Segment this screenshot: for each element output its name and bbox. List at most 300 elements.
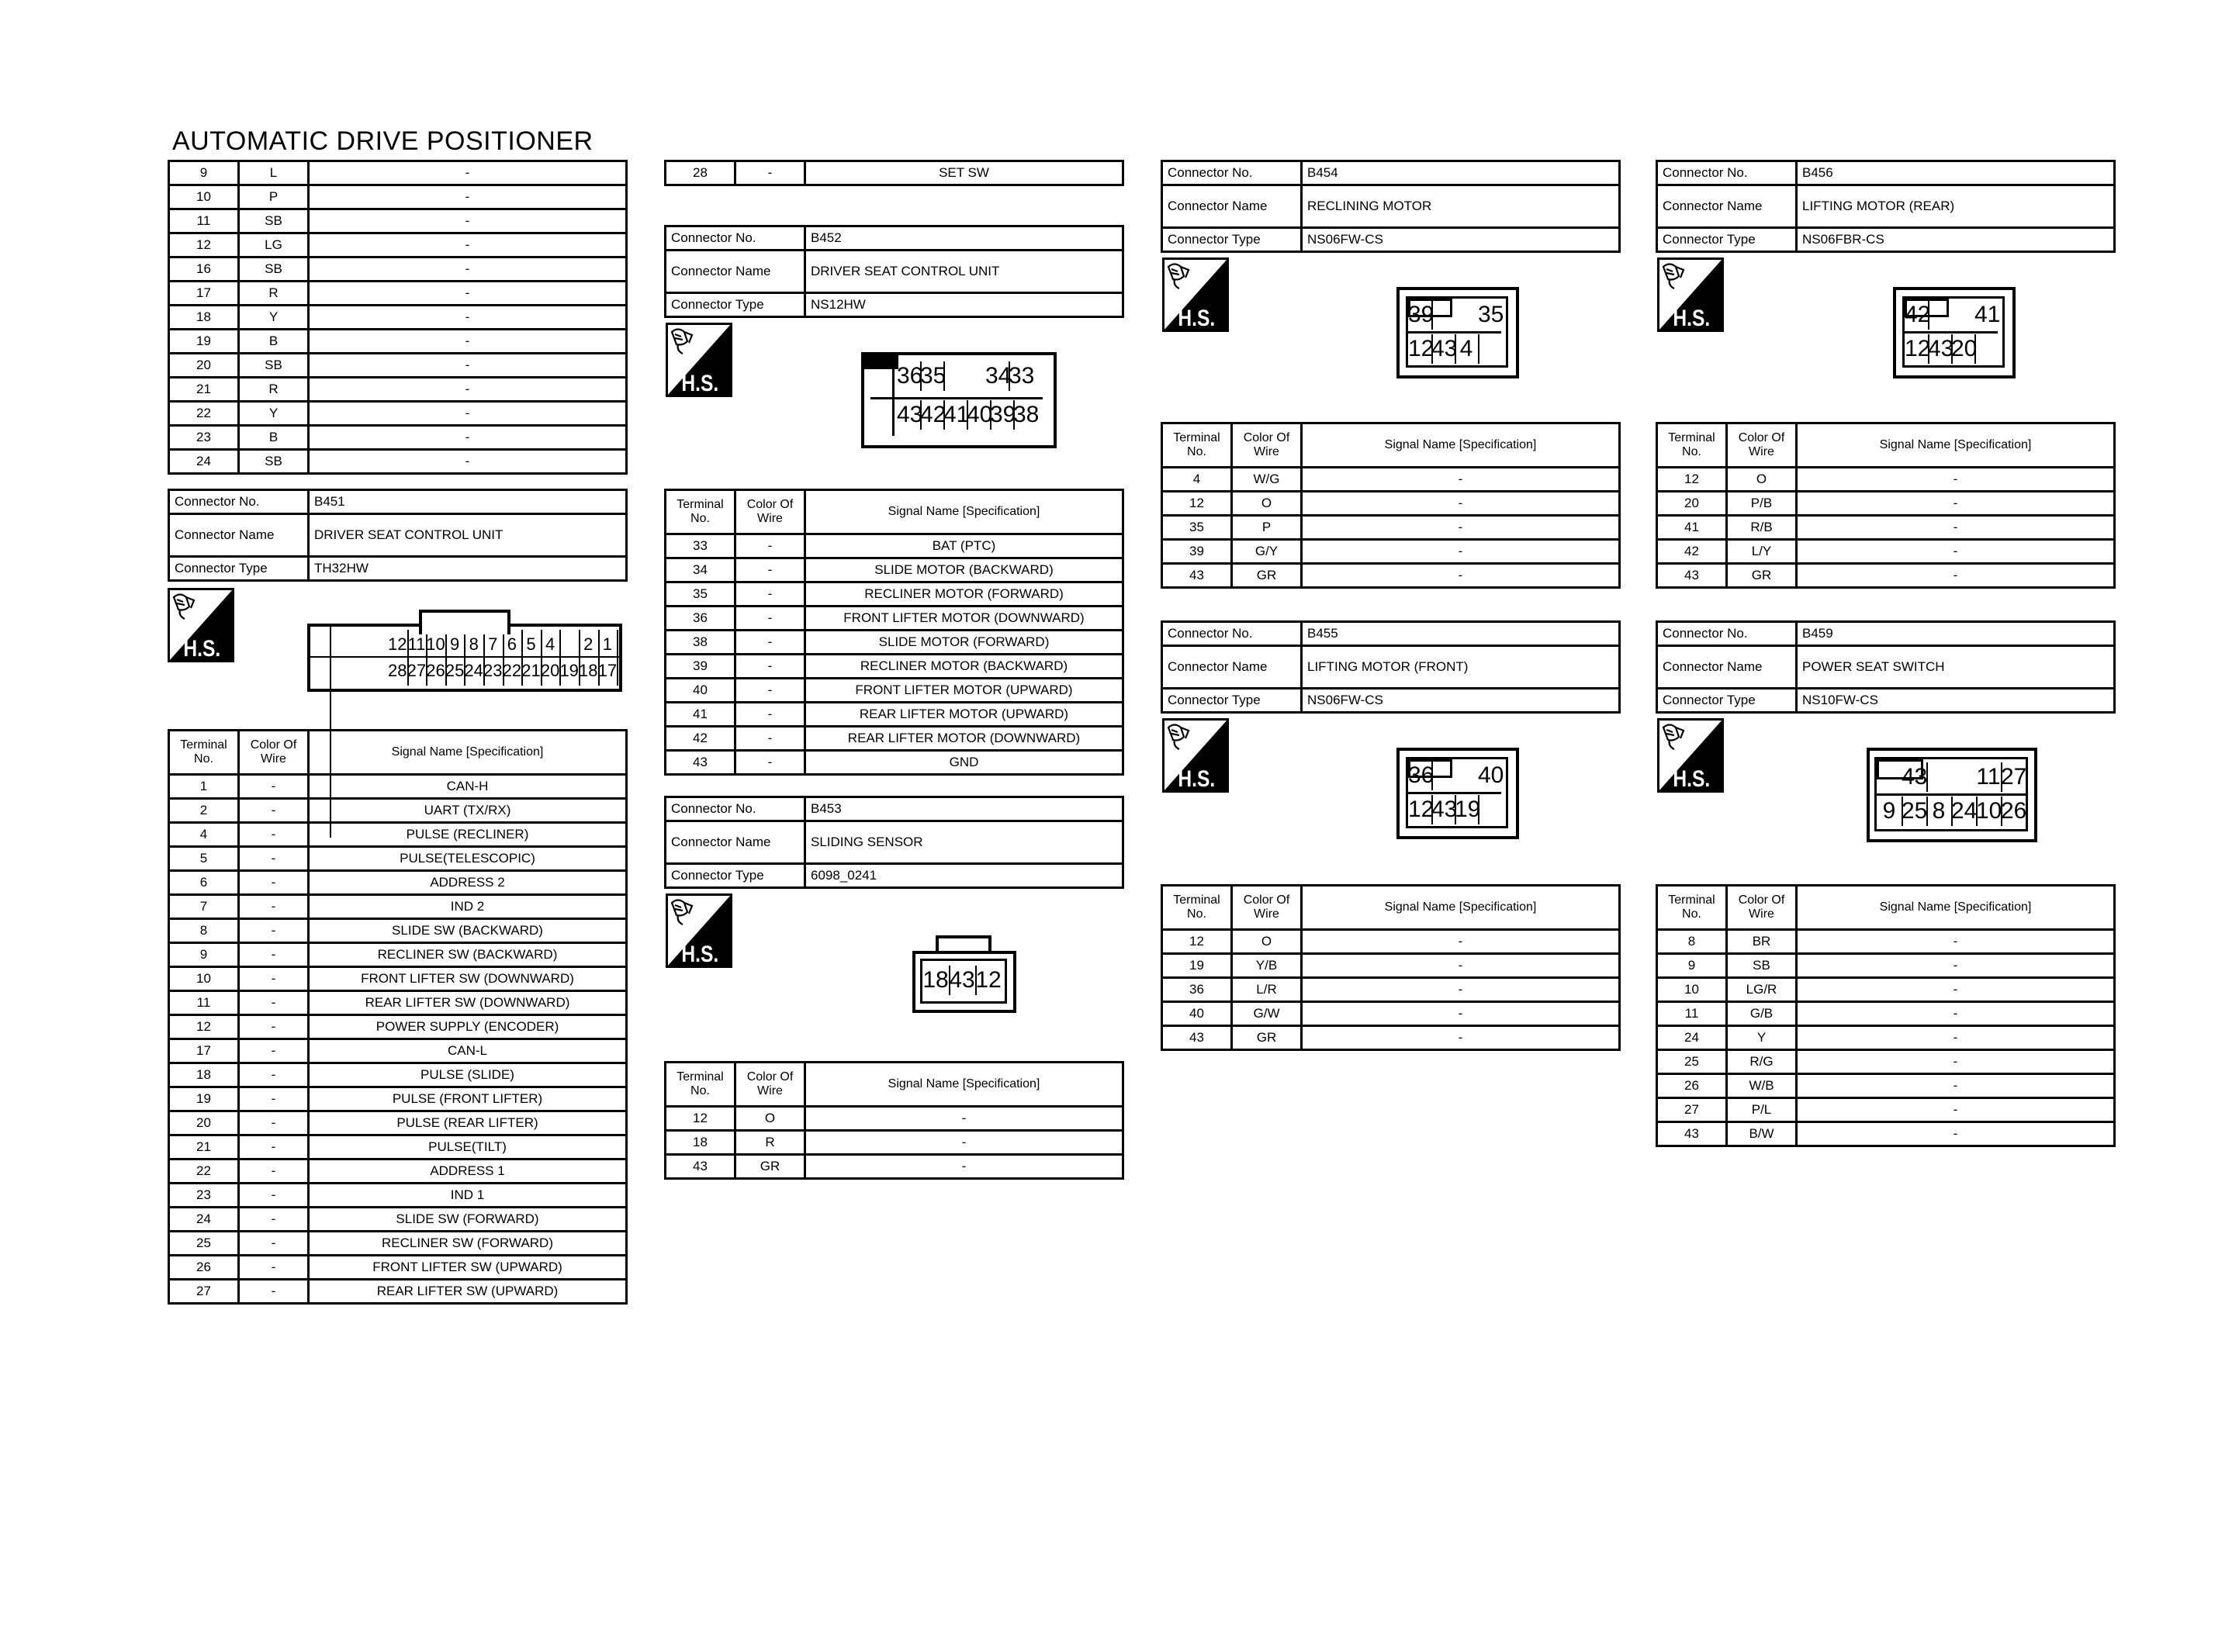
wire-color: SB <box>239 257 309 282</box>
pin-number: 20 <box>541 656 562 686</box>
signal-name: ADDRESS 1 <box>309 1160 627 1184</box>
table-row <box>169 1232 627 1256</box>
table-row <box>666 607 1123 631</box>
signal-name: - <box>309 185 627 209</box>
connector-header-b455 <box>1161 620 1621 714</box>
connector-name-label: Connector Name <box>1162 646 1302 689</box>
header-color-of-wire: Color Of Wire <box>1232 423 1302 468</box>
wire-color: - <box>239 967 309 991</box>
connector-name-value: LIFTING MOTOR (FRONT) <box>1302 646 1620 689</box>
signal-name: RECLINER MOTOR (FORWARD) <box>805 582 1123 607</box>
pin-number: 43 <box>1431 334 1456 364</box>
signal-name: - <box>1302 954 1620 978</box>
harness-side-icon <box>168 588 234 662</box>
table-row <box>169 799 627 823</box>
connector-no-label: Connector No. <box>1657 622 1797 646</box>
wire-color: B/W <box>1727 1122 1797 1146</box>
connector-name-label: Connector Name <box>666 251 805 293</box>
terminal-no: 20 <box>169 354 239 378</box>
pin-number: 22 <box>503 656 524 686</box>
connector-no-value: B453 <box>805 797 1123 821</box>
connector-no-label: Connector No. <box>666 226 805 251</box>
pin-number: 4 <box>1455 334 1479 364</box>
table-row <box>169 306 627 330</box>
table-row <box>169 1160 627 1184</box>
pin-number: 23 <box>483 656 504 686</box>
table-row <box>169 823 627 847</box>
connector-no-value: B455 <box>1302 622 1620 646</box>
wire-color: - <box>239 799 309 823</box>
connector-type-row <box>666 864 1123 888</box>
connector-no-row <box>666 226 1123 251</box>
header-signal-name: Signal Name [Specification] <box>309 731 627 775</box>
wire-color: G/B <box>1727 1002 1797 1026</box>
signal-name: - <box>1302 516 1620 540</box>
terminal-no: 9 <box>169 161 239 185</box>
signal-name: PULSE(TELESCOPIC) <box>309 847 627 871</box>
wire-color: O <box>735 1107 805 1131</box>
connector-type-row <box>1162 689 1620 713</box>
connector-header-b451 <box>168 489 628 582</box>
signal-name: PULSE(TILT) <box>309 1135 627 1160</box>
pin-number: 35 <box>1478 302 1504 327</box>
connector-type-label: Connector Type <box>666 293 805 317</box>
pin-number: 43 <box>1902 762 1928 792</box>
signal-table-b456 <box>1656 422 2116 589</box>
header-color-of-wire: Color Of Wire <box>1727 423 1797 468</box>
signal-name: - <box>805 1131 1123 1155</box>
pin-number: 10 <box>426 630 447 659</box>
signal-name: - <box>1302 564 1620 588</box>
terminal-no: 11 <box>169 991 239 1015</box>
pin-number: 12 <box>975 967 1002 993</box>
signal-name: - <box>309 257 627 282</box>
pin-number: 43 <box>897 400 922 430</box>
signal-name: SLIDE SW (FORWARD) <box>309 1208 627 1232</box>
pin-number: 26 <box>426 656 447 686</box>
terminal-no: 1 <box>169 775 239 799</box>
pin-number: 6 <box>503 630 524 659</box>
connector-no-label: Connector No. <box>1162 622 1302 646</box>
signal-name: RECLINER SW (FORWARD) <box>309 1232 627 1256</box>
connector-inner <box>1406 296 1508 368</box>
table-row <box>666 727 1123 751</box>
wire-color: - <box>239 991 309 1015</box>
header-terminal-no: Terminal No. <box>1162 886 1232 930</box>
connector-no-row <box>1657 622 2115 646</box>
pin-number: 39 <box>990 400 1015 430</box>
pin-number: 12 <box>1408 795 1433 824</box>
signal-name: PULSE (RECLINER) <box>309 823 627 847</box>
signal-name: - <box>1302 492 1620 516</box>
table-row <box>169 919 627 943</box>
table-row <box>1162 1002 1620 1026</box>
signal-name: PULSE (SLIDE) <box>309 1063 627 1087</box>
signal-name: - <box>309 330 627 354</box>
connector-type-label: Connector Type <box>1162 689 1302 713</box>
header-terminal-no: Terminal No. <box>1657 423 1727 468</box>
terminal-no: 11 <box>169 209 239 233</box>
wire-color: - <box>239 1063 309 1087</box>
table-row <box>1162 540 1620 564</box>
wire-color: L/R <box>1232 978 1302 1002</box>
table-row <box>1657 540 2115 564</box>
connector-type-value: 6098_0241 <box>805 864 1123 888</box>
pin-number: 12 <box>1905 334 1929 364</box>
terminal-no: 19 <box>169 330 239 354</box>
wire-color: - <box>735 751 805 775</box>
table-row <box>1657 516 2115 540</box>
harness-side-icon <box>1162 718 1229 793</box>
wire-color: B <box>239 330 309 354</box>
table-row <box>169 257 627 282</box>
signal-name: - <box>1797 492 2115 516</box>
wire-color: G/W <box>1232 1002 1302 1026</box>
connector-name-row <box>1162 185 1620 228</box>
pin-number: 25 <box>1902 797 1928 826</box>
terminal-no: 43 <box>1162 564 1232 588</box>
terminal-no: 24 <box>1657 1026 1727 1050</box>
header-terminal-no: Terminal No. <box>1657 886 1727 930</box>
hs-label: H.S. <box>1673 304 1711 331</box>
table-row <box>1657 492 2115 516</box>
connector-face-b453 <box>912 951 1016 1013</box>
wire-color: - <box>239 919 309 943</box>
signal-name: - <box>1797 1098 2115 1122</box>
wire-color: - <box>239 1184 309 1208</box>
wire-color: - <box>239 775 309 799</box>
connector-inner <box>920 959 1007 1004</box>
header-terminal-no: Terminal No. <box>169 731 239 775</box>
wire-color: - <box>735 727 805 751</box>
wire-color: W/B <box>1727 1074 1797 1098</box>
pin-number: 21 <box>521 656 542 686</box>
pin-number: 27 <box>407 656 428 686</box>
signal-name: UART (TX/RX) <box>309 799 627 823</box>
signal-name: CAN-H <box>309 775 627 799</box>
connector-header-b452 <box>664 225 1124 318</box>
terminal-no: 16 <box>169 257 239 282</box>
wire-color: - <box>735 582 805 607</box>
table-row <box>666 1155 1123 1179</box>
terminal-no: 17 <box>169 282 239 306</box>
connector-no-row <box>1162 622 1620 646</box>
pin-number: 40 <box>1478 762 1504 788</box>
table-row <box>1657 564 2115 588</box>
terminal-no: 43 <box>666 751 735 775</box>
signal-name: SLIDE MOTOR (BACKWARD) <box>805 558 1123 582</box>
terminal-no: 27 <box>169 1280 239 1304</box>
signal-name: - <box>1302 468 1620 492</box>
terminal-no: 7 <box>169 895 239 919</box>
signal-name: - <box>1797 978 2115 1002</box>
wire-color: W/G <box>1232 468 1302 492</box>
terminal-no: 24 <box>169 1208 239 1232</box>
table-row <box>666 631 1123 655</box>
connector-type-value: NS06FW-CS <box>1302 228 1620 252</box>
pin-number: 9 <box>1877 797 1903 826</box>
terminal-no: 35 <box>1162 516 1232 540</box>
signal-name: - <box>309 209 627 233</box>
wire-color: - <box>239 895 309 919</box>
connector-face-b459 <box>1867 748 2037 842</box>
terminal-no: 43 <box>1657 1122 1727 1146</box>
table-row <box>666 582 1123 607</box>
pin-number: 18 <box>579 656 600 686</box>
wire-color: L/Y <box>1727 540 1797 564</box>
pin-number: 12 <box>388 630 409 659</box>
connector-latch <box>419 610 510 634</box>
table-row <box>169 233 627 257</box>
table-row <box>1657 468 2115 492</box>
terminal-no: 40 <box>666 679 735 703</box>
signal-name: - <box>309 233 627 257</box>
header-color-of-wire: Color Of Wire <box>1232 886 1302 930</box>
terminal-no: 41 <box>1657 516 1727 540</box>
terminal-no: 10 <box>169 967 239 991</box>
connector-name-row <box>169 514 627 557</box>
connector-type-row <box>169 557 627 581</box>
connector-type-value: NS12HW <box>805 293 1123 317</box>
terminal-no: 36 <box>1162 978 1232 1002</box>
signal-name: FRONT LIFTER SW (DOWNWARD) <box>309 967 627 991</box>
wire-color: - <box>735 161 805 185</box>
terminal-no: 8 <box>1657 930 1727 954</box>
signal-name: - <box>1797 1002 2115 1026</box>
connector-inner <box>1406 757 1508 828</box>
connector-no-label: Connector No. <box>1162 161 1302 185</box>
terminal-no: 2 <box>169 799 239 823</box>
table-row <box>666 703 1123 727</box>
harness-side-icon <box>666 893 732 968</box>
table-row <box>169 1015 627 1039</box>
empty-cavity <box>310 706 331 732</box>
wire-color: - <box>239 823 309 847</box>
header-signal-name: Signal Name [Specification] <box>1797 886 2115 930</box>
wire-color: - <box>735 679 805 703</box>
header-terminal-no: Terminal No. <box>666 1063 735 1107</box>
terminal-no: 20 <box>169 1111 239 1135</box>
signal-table-b451 <box>168 729 628 1305</box>
terminal-no: 22 <box>169 402 239 426</box>
signal-name: - <box>1797 1026 2115 1050</box>
continued-table-b452 <box>664 160 1124 186</box>
wire-color: Y <box>1727 1026 1797 1050</box>
table-row <box>169 1280 627 1304</box>
pin-number: 43 <box>1928 334 1953 364</box>
table-row <box>1657 954 2115 978</box>
terminal-no: 21 <box>169 1135 239 1160</box>
table-row <box>666 1131 1123 1155</box>
table-header-row <box>666 1063 1123 1107</box>
table-row <box>1657 978 2115 1002</box>
connector-name-value: RECLINING MOTOR <box>1302 185 1620 228</box>
table-row <box>169 450 627 474</box>
terminal-no: 23 <box>169 426 239 450</box>
signal-name: - <box>1797 930 2115 954</box>
signal-table-b454 <box>1161 422 1621 589</box>
table-row <box>169 1135 627 1160</box>
terminal-no: 20 <box>1657 492 1727 516</box>
divider <box>310 656 619 658</box>
table-row <box>169 161 627 185</box>
pin-number: 43 <box>949 966 977 995</box>
terminal-no: 12 <box>1657 468 1727 492</box>
signal-name: SET SW <box>805 161 1123 185</box>
wire-color: O <box>1232 930 1302 954</box>
table-row <box>169 1184 627 1208</box>
table-row <box>1657 1050 2115 1074</box>
terminal-no: 27 <box>1657 1098 1727 1122</box>
header-signal-name: Signal Name [Specification] <box>805 490 1123 534</box>
connector-no-row <box>666 797 1123 821</box>
table-row <box>169 967 627 991</box>
signal-name: - <box>1797 540 2115 564</box>
harness-side-icon <box>1162 257 1229 332</box>
signal-name: - <box>1797 1050 2115 1074</box>
terminal-no: 40 <box>1162 1002 1232 1026</box>
signal-name: - <box>309 282 627 306</box>
connector-type-value: NS06FW-CS <box>1302 689 1620 713</box>
divider <box>870 397 1043 399</box>
connector-no-row <box>1657 161 2115 185</box>
table-row <box>169 402 627 426</box>
pin-number: 33 <box>1009 363 1035 389</box>
header-terminal-no: Terminal No. <box>666 490 735 534</box>
divider <box>1408 792 1501 794</box>
wire-color: R/B <box>1727 516 1797 540</box>
terminal-no: 26 <box>169 1256 239 1280</box>
signal-name: RECLINER SW (BACKWARD) <box>309 943 627 967</box>
wire-color: Y/B <box>1232 954 1302 978</box>
wire-color: - <box>735 631 805 655</box>
signal-name: GND <box>805 751 1123 775</box>
connector-name-label: Connector Name <box>169 514 309 557</box>
table-row <box>1657 1098 2115 1122</box>
table-row <box>169 330 627 354</box>
header-color-of-wire: Color Of Wire <box>735 490 805 534</box>
wire-color: O <box>1232 492 1302 516</box>
pin-number: 19 <box>559 656 580 686</box>
pin-number: 5 <box>521 630 542 659</box>
wire-color: R <box>735 1131 805 1155</box>
connector-type-label: Connector Type <box>1657 228 1797 252</box>
wire-color: - <box>239 871 309 895</box>
table-row <box>169 426 627 450</box>
table-row <box>666 655 1123 679</box>
signal-name: CAN-L <box>309 1039 627 1063</box>
terminal-no: 17 <box>169 1039 239 1063</box>
wire-color: SB <box>239 209 309 233</box>
pin-number: 43 <box>1431 795 1456 824</box>
signal-name: - <box>1797 564 2115 588</box>
connector-name-label: Connector Name <box>1162 185 1302 228</box>
wire-color: GR <box>1727 564 1797 588</box>
signal-table-b452 <box>664 489 1124 776</box>
pin-number: 12 <box>1408 334 1433 364</box>
table-row <box>1162 930 1620 954</box>
connector-type-value: TH32HW <box>309 557 627 581</box>
pin-number: 2 <box>579 630 600 659</box>
terminal-no: 19 <box>1162 954 1232 978</box>
page-title: AUTOMATIC DRIVE POSITIONER <box>172 126 593 156</box>
connector-type-label: Connector Type <box>169 557 309 581</box>
pin-number: 24 <box>1951 797 1978 826</box>
terminal-no: 23 <box>169 1184 239 1208</box>
signal-name: - <box>309 161 627 185</box>
wire-color: - <box>239 943 309 967</box>
table-header-row <box>666 490 1123 534</box>
connector-face-b454 <box>1396 287 1519 378</box>
wire-color: GR <box>1232 1026 1302 1050</box>
wire-color: LG/R <box>1727 978 1797 1002</box>
connector-name-label: Connector Name <box>666 821 805 864</box>
wire-color: P/B <box>1727 492 1797 516</box>
wire-color: - <box>239 847 309 871</box>
signal-name: FRONT LIFTER SW (UPWARD) <box>309 1256 627 1280</box>
header-color-of-wire: Color Of Wire <box>735 1063 805 1107</box>
pin-number: 18 <box>922 966 950 995</box>
header-signal-name: Signal Name [Specification] <box>1302 423 1620 468</box>
wire-color: - <box>735 534 805 558</box>
pin-number: 17 <box>598 656 619 686</box>
pin-number: 42 <box>920 400 945 430</box>
signal-name: - <box>309 378 627 402</box>
terminal-no: 33 <box>666 534 735 558</box>
terminal-no: 10 <box>1657 978 1727 1002</box>
pin-number: 25 <box>445 656 466 686</box>
signal-name: - <box>1797 1074 2115 1098</box>
connector-no-value: B454 <box>1302 161 1620 185</box>
wire-color: - <box>239 1015 309 1039</box>
pin-number: 41 <box>943 400 968 430</box>
pin-number: 11 <box>1976 762 2002 792</box>
signal-name: - <box>1302 540 1620 564</box>
connector-face-b456 <box>1893 287 2016 378</box>
terminal-no: 19 <box>169 1087 239 1111</box>
terminal-no: 41 <box>666 703 735 727</box>
table-row <box>169 895 627 919</box>
wire-color: GR <box>1232 564 1302 588</box>
header-signal-name: Signal Name [Specification] <box>1302 886 1620 930</box>
terminal-no: 10 <box>169 185 239 209</box>
table-row <box>169 775 627 799</box>
pin-number: 10 <box>1976 797 2002 826</box>
terminal-no: 43 <box>1657 564 1727 588</box>
table-row <box>169 991 627 1015</box>
pin-number: 38 <box>1013 402 1040 427</box>
connector-name-label: Connector Name <box>1657 185 1797 228</box>
wire-color: - <box>239 1256 309 1280</box>
terminal-no: 4 <box>169 823 239 847</box>
terminal-no: 12 <box>666 1107 735 1131</box>
table-row <box>1657 930 2115 954</box>
header-color-of-wire: Color Of Wire <box>239 731 309 775</box>
wire-color: R/G <box>1727 1050 1797 1074</box>
terminal-no: 43 <box>1162 1026 1232 1050</box>
hs-label: H.S. <box>681 940 719 967</box>
connector-type-label: Connector Type <box>666 864 805 888</box>
signal-name: REAR LIFTER MOTOR (DOWNWARD) <box>805 727 1123 751</box>
pin-number: 27 <box>2001 764 2027 790</box>
signal-name: PULSE (FRONT LIFTER) <box>309 1087 627 1111</box>
table-header-row <box>1657 423 2115 468</box>
header-color-of-wire: Color Of Wire <box>1727 886 1797 930</box>
table-row <box>1162 1026 1620 1050</box>
terminal-no: 26 <box>1657 1074 1727 1098</box>
connector-header-b454 <box>1161 160 1621 253</box>
signal-name: - <box>309 450 627 474</box>
